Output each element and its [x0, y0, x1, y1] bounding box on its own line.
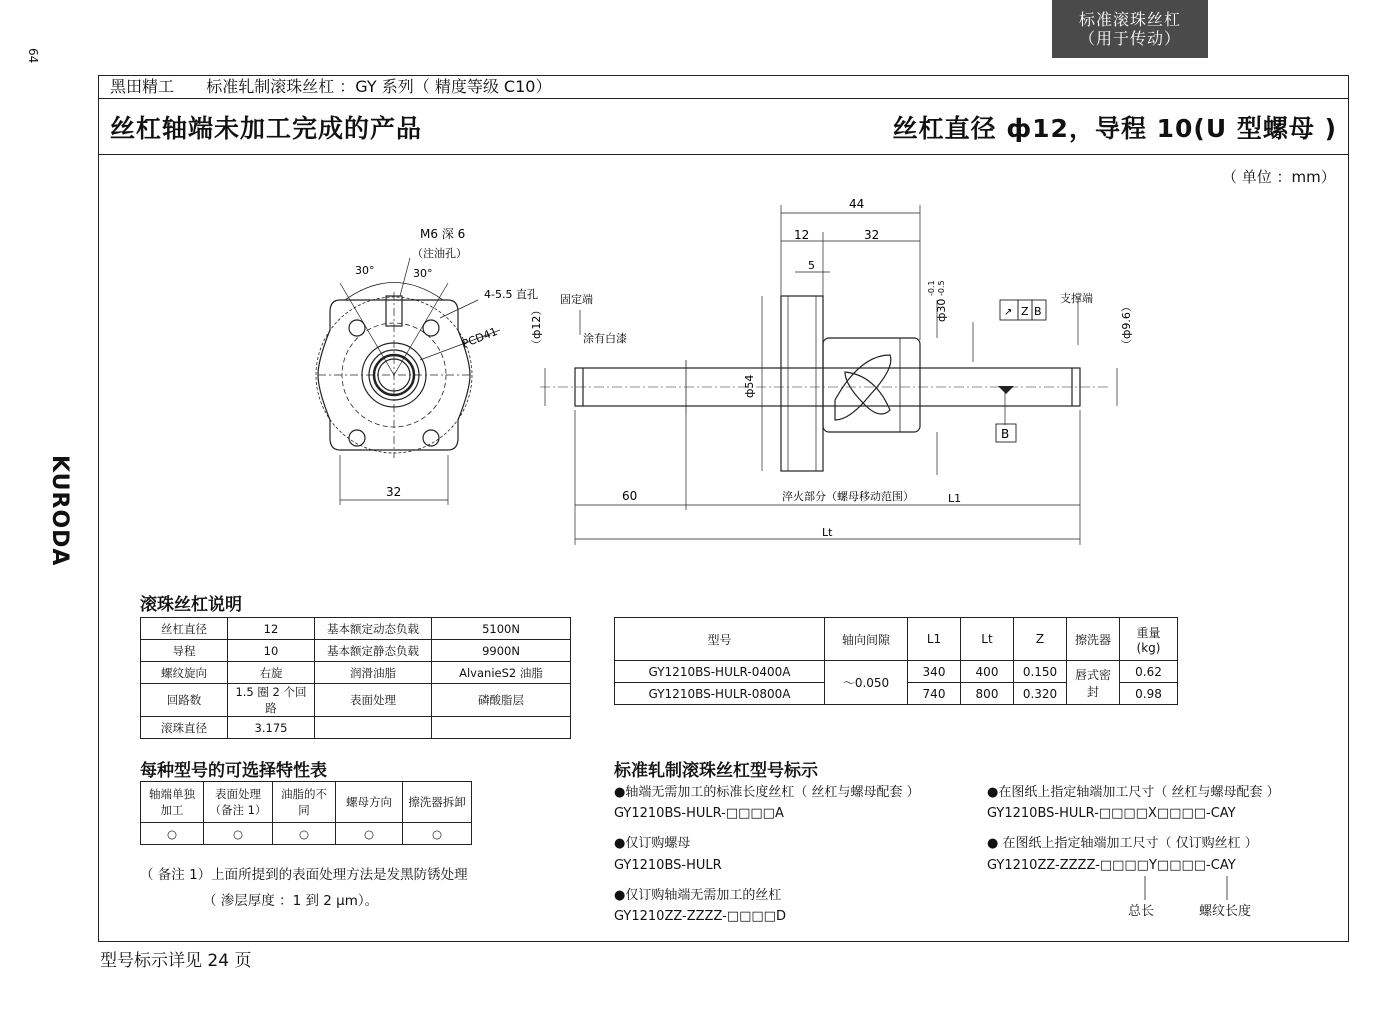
- wiper-cell: 唇式密封: [1067, 661, 1120, 705]
- table-row: 滚珠直径 3.175: [141, 717, 571, 739]
- fixed-end-label: 固定端: [560, 293, 593, 306]
- designation-pointers: [1100, 874, 1280, 904]
- table-row: GY1210BS-HULR-0800A 740 800 0.320 0.98: [615, 683, 1178, 705]
- datum-b-label: B: [1001, 427, 1010, 441]
- table-row: GY1210BS-HULR-0400A ～0.050 340 400 0.150 唇式密封 0.62: [615, 661, 1178, 683]
- backlash-cell: ～0.050: [825, 661, 908, 705]
- company-name: 黑田精工: [110, 77, 175, 96]
- runout-symbol: ↗: [1004, 307, 1013, 318]
- table-row: 丝杠直径 12 基本额定动态负载 5100N: [141, 618, 571, 640]
- unit-label: （ 单位 ：mm）: [1222, 168, 1336, 186]
- designation-d1: ●在图纸上指定轴端加工尺寸（ 丝杠与螺母配套 ）: [987, 785, 1280, 800]
- note-1: （ 备注 1）上面所提到的表面处理方法是发黑防锈处理: [140, 867, 468, 883]
- flange-thickness-dim: 12: [794, 228, 810, 242]
- hole-offset-dim: 5: [808, 259, 815, 272]
- designation-a1: ●轴端无需加工的标准长度丝杠（ 丝杠与螺母配套 ）: [614, 785, 920, 800]
- spec-table: [140, 617, 571, 739]
- series-name: 标准轧制滚珠丝杠 ：GY 系列（ 精度等级 C10）: [206, 77, 552, 96]
- oil-hole-label: （注油孔）: [412, 247, 467, 260]
- hardened-section-label: 淬火部分（螺母移动范围）: [782, 490, 914, 503]
- fixed-end-diameter: （ф12）: [530, 304, 543, 350]
- table-header-row: 型号 轴向间隙 L1 Lt Z 擦洗器 重量 (kg): [615, 618, 1178, 661]
- angle-label-right: 30°: [413, 267, 433, 280]
- runout-datum: B: [1034, 305, 1042, 318]
- length-boxes: □□□□: [725, 806, 775, 821]
- note-2: （ 渗层厚度 ：1 到 2 μm）。: [203, 893, 379, 909]
- lt-label: Lt: [822, 526, 833, 539]
- length-boxes: □□□□: [1156, 806, 1207, 821]
- mounting-holes-label: 4-5.5 直孔: [484, 288, 538, 301]
- table-row: 导程 10 基本额定静态负载 9900N: [141, 640, 571, 662]
- screw-side-view: [540, 296, 1110, 471]
- tapped-hole-label: M6 深 6: [420, 227, 466, 241]
- spec-title: 滚珠丝杠说明: [140, 595, 242, 615]
- table-row: 螺纹旋向 右旋 润滑油脂 AlvanieS2 油脂: [141, 662, 571, 684]
- designation-e1: ● 在图纸上指定轴端加工尺寸（ 仅订购丝杠 ）: [987, 836, 1258, 851]
- body-length-dim: 32: [864, 228, 880, 242]
- support-end-label: 支撑端: [1060, 292, 1093, 305]
- fixed-length-dim: 60: [622, 489, 638, 503]
- designation-d2: GY1210BS-HULR-□□□□X□□□□-CAY: [987, 806, 1236, 821]
- runout-z: Z: [1021, 305, 1029, 318]
- category-tag-line2: （用于传动）: [1078, 29, 1181, 48]
- designation-c2: GY1210ZZ-ZZZZ-□□□□D: [614, 909, 786, 924]
- options-table: [140, 781, 472, 845]
- designation-c1: ●仅订购轴端无需加工的丝杠: [614, 888, 782, 903]
- table-row: 回路数 1.5 圈 2 个回路 表面处理 磷酸脂层: [141, 684, 571, 717]
- category-tag-line1: 标准滚珠丝杠: [1078, 10, 1181, 29]
- model-table: [614, 617, 1178, 705]
- page-number: 64: [26, 48, 40, 64]
- length-boxes: □□□□: [1099, 858, 1149, 873]
- thread-length-label: 螺纹长度: [1199, 904, 1252, 919]
- footer-reference: 型号标示详见 24 页: [100, 951, 252, 971]
- table-header-row: 轴端单独加工 表面处理（备注 1） 油脂的不同 螺母方向 擦洗器拆卸: [141, 782, 472, 823]
- designation-e2: GY1210ZZ-ZZZZ-□□□□Y□□□□-CAY: [987, 858, 1236, 873]
- length-boxes: □□□□: [726, 909, 776, 924]
- brand-logo: KURODA: [47, 455, 72, 567]
- angle-label-left: 30°: [355, 264, 375, 277]
- tolerance-lower: -0.5: [937, 280, 946, 296]
- l1-label: L1: [948, 492, 962, 505]
- designation-a2: GY1210BS-HULR-□□□□A: [614, 806, 784, 821]
- page-title: 丝杠轴端未加工完成的产品: [110, 114, 423, 143]
- table-row: ○ ○ ○ ○ ○: [141, 823, 472, 845]
- designation-b2: GY1210BS-HULR: [614, 858, 722, 873]
- designation-title: 标准轧制滚珠丝杠型号标示: [614, 761, 818, 781]
- options-title: 每种型号的可选择特性表: [140, 761, 327, 781]
- flange-width-dim: 32: [386, 485, 402, 499]
- nut-length-dim: 44: [849, 197, 865, 211]
- flange-diameter-dim: ф54: [743, 374, 756, 398]
- pcd-label: PCD41: [460, 324, 500, 351]
- length-boxes: □□□□: [1156, 858, 1207, 873]
- designation-b1: ●仅订购螺母: [614, 836, 691, 851]
- tolerance-upper: -0.1: [927, 280, 936, 296]
- length-boxes: □□□□: [1098, 806, 1148, 821]
- spec-title: 丝杠直径 ф12，导程 10(U 型螺母 ): [892, 114, 1337, 143]
- white-paint-label: 涂有白漆: [583, 332, 627, 345]
- support-end-diameter: （ф9.6）: [1120, 301, 1133, 350]
- nut-end-view: [316, 258, 500, 505]
- body-diameter-dim: ф30: [935, 298, 948, 322]
- total-length-label: 总长: [1128, 904, 1155, 919]
